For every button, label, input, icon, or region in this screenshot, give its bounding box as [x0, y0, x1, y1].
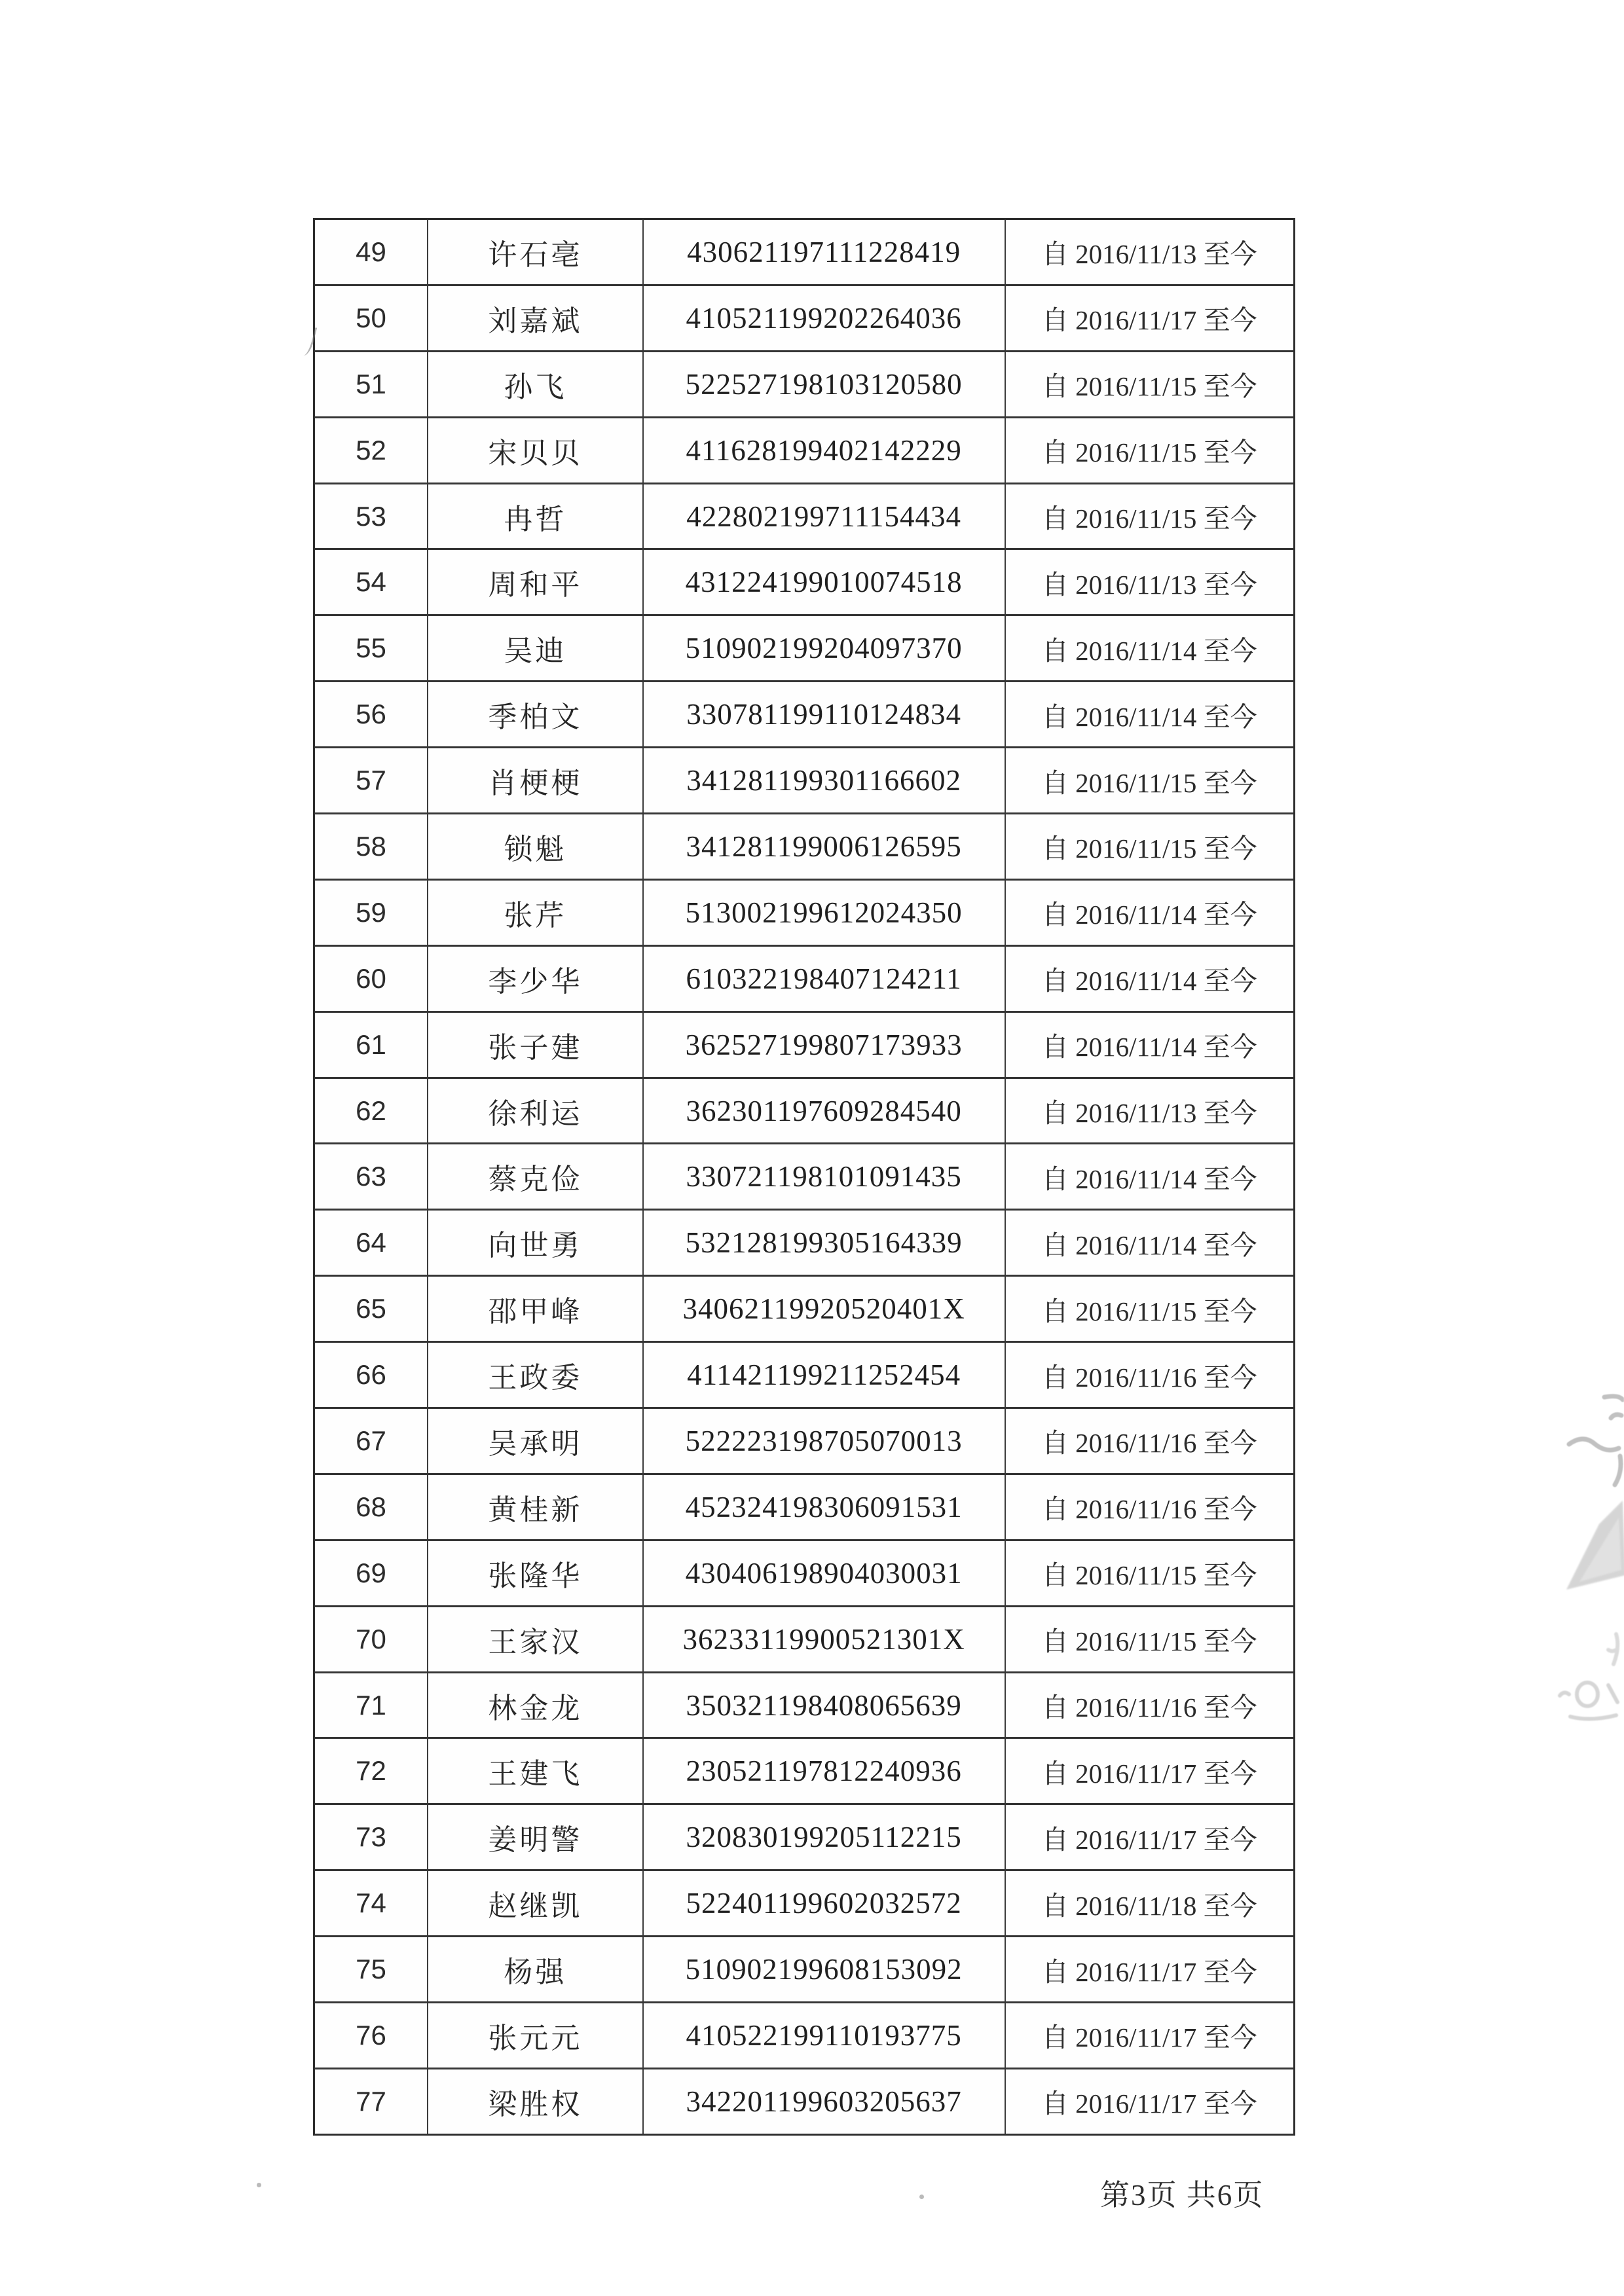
- table-row: [315, 2068, 1293, 2134]
- row-number-cell: 75: [356, 1954, 386, 1985]
- personnel-roster-table: [313, 218, 1295, 2136]
- row-number-cell: 49: [356, 236, 386, 267]
- name-cell: 徐利运: [427, 1079, 642, 1143]
- row-number-cell: 58: [356, 830, 386, 862]
- name-cell: 刘嘉斌: [427, 286, 642, 350]
- id-number-cell: 510902199608153092: [642, 1937, 1005, 2001]
- id-number-cell: 411421199211252454: [642, 1343, 1005, 1407]
- name-cell: 姜明警: [427, 1805, 642, 1869]
- name-cell: 邵甲峰: [427, 1277, 642, 1341]
- name-cell: 吴迪: [427, 616, 642, 680]
- row-number-cell: 65: [356, 1293, 386, 1324]
- name-cell: 杨强: [427, 1937, 642, 2001]
- name-cell: 黄桂新: [427, 1475, 642, 1539]
- period-cell: 自 2016/11/14 至今: [1005, 947, 1293, 1011]
- id-number-cell: 362301197609284540: [642, 1079, 1005, 1143]
- name-cell: 王建飞: [427, 1739, 642, 1803]
- name-cell: 肖梗梗: [427, 748, 642, 812]
- name-cell: 林金龙: [427, 1673, 642, 1738]
- period-cell: 自 2016/11/13 至今: [1005, 220, 1293, 284]
- name-cell: 宋贝贝: [427, 418, 642, 483]
- table-row: [315, 1142, 1293, 1209]
- period-cell: 自 2016/11/14 至今: [1005, 1211, 1293, 1275]
- id-number-cell: 452324198306091531: [642, 1475, 1005, 1539]
- row-number-cell: 77: [356, 2085, 386, 2117]
- name-cell: 赵继凯: [427, 1871, 642, 1935]
- period-cell: 自 2016/11/14 至今: [1005, 1144, 1293, 1209]
- id-number-cell: 430621197111228419: [642, 220, 1005, 284]
- name-cell: 张子建: [427, 1013, 642, 1077]
- period-cell: 自 2016/11/16 至今: [1005, 1673, 1293, 1738]
- scan-speck: [257, 2183, 261, 2187]
- table-row: [315, 1671, 1293, 1738]
- id-number-cell: 230521197812240936: [642, 1739, 1005, 1803]
- id-number-cell: 510902199204097370: [642, 616, 1005, 680]
- table-row: [315, 1803, 1293, 1869]
- row-number-cell: 72: [356, 1755, 386, 1787]
- period-cell: 自 2016/11/15 至今: [1005, 352, 1293, 416]
- row-number-cell: 74: [356, 1887, 386, 1919]
- row-number-cell: 62: [356, 1095, 386, 1126]
- id-number-cell: 522223198705070013: [642, 1409, 1005, 1473]
- row-number-cell: 63: [356, 1161, 386, 1192]
- table-row: [315, 746, 1293, 812]
- id-number-cell: 610322198407124211: [642, 947, 1005, 1011]
- period-cell: 自 2016/11/15 至今: [1005, 418, 1293, 483]
- row-number-cell: 50: [356, 302, 386, 333]
- period-cell: 自 2016/11/15 至今: [1005, 1277, 1293, 1341]
- row-number-cell: 69: [356, 1557, 386, 1588]
- id-number-cell: 410521199202264036: [642, 286, 1005, 350]
- row-number-cell: 51: [356, 368, 386, 399]
- row-number-cell: 71: [356, 1689, 386, 1721]
- row-number-cell: 56: [356, 699, 386, 730]
- id-number-cell: 350321198408065639: [642, 1673, 1005, 1738]
- table-row: [315, 1407, 1293, 1473]
- id-number-cell: 430406198904030031: [642, 1541, 1005, 1605]
- id-number-cell: 411628199402142229: [642, 418, 1005, 483]
- table-row: [315, 1077, 1293, 1143]
- period-cell: 自 2016/11/15 至今: [1005, 484, 1293, 549]
- period-cell: 自 2016/11/15 至今: [1005, 814, 1293, 879]
- table-row: [315, 1539, 1293, 1605]
- row-number-cell: 55: [356, 632, 386, 664]
- id-number-cell: 342201199603205637: [642, 2069, 1005, 2134]
- id-number-cell: 532128199305164339: [642, 1211, 1005, 1275]
- name-cell: 孙飞: [427, 352, 642, 416]
- table-row: [315, 1011, 1293, 1077]
- period-cell: 自 2016/11/17 至今: [1005, 1937, 1293, 2001]
- row-number-cell: 64: [356, 1227, 386, 1258]
- id-number-cell: 522401199602032572: [642, 1871, 1005, 1935]
- id-number-cell: 341281199006126595: [642, 814, 1005, 879]
- name-cell: 蔡克俭: [427, 1144, 642, 1209]
- page-footer: 第3页 共6页: [1100, 2179, 1264, 2212]
- table-row: [315, 614, 1293, 680]
- table-row: [315, 548, 1293, 614]
- row-number-cell: 57: [356, 765, 386, 796]
- name-cell: 张隆华: [427, 1541, 642, 1605]
- id-number-cell: 34062119920520401X: [642, 1277, 1005, 1341]
- table-row: [315, 680, 1293, 746]
- period-cell: 自 2016/11/14 至今: [1005, 682, 1293, 746]
- table-row: [315, 220, 1293, 284]
- table-row: [315, 1605, 1293, 1671]
- row-number-cell: 70: [356, 1623, 386, 1654]
- period-cell: 自 2016/11/16 至今: [1005, 1475, 1293, 1539]
- row-number-cell: 54: [356, 566, 386, 598]
- id-number-cell: 513002199612024350: [642, 881, 1005, 945]
- name-cell: 张芹: [427, 881, 642, 945]
- period-cell: 自 2016/11/17 至今: [1005, 1739, 1293, 1803]
- scan-artifact-smudge: [1560, 1498, 1624, 1596]
- period-cell: 自 2016/11/13 至今: [1005, 1079, 1293, 1143]
- table-row: [315, 483, 1293, 549]
- id-number-cell: 362527199807173933: [642, 1013, 1005, 1077]
- period-cell: 自 2016/11/14 至今: [1005, 616, 1293, 680]
- name-cell: 锁魁: [427, 814, 642, 879]
- row-number-cell: 68: [356, 1491, 386, 1522]
- table-row: [315, 1275, 1293, 1341]
- scan-artifact-mark-bottom: [1553, 1676, 1624, 1728]
- row-number-cell: 66: [356, 1359, 386, 1391]
- period-cell: 自 2016/11/16 至今: [1005, 1343, 1293, 1407]
- table-row: [315, 2001, 1293, 2068]
- table-row: [315, 1473, 1293, 1539]
- row-number-cell: 67: [356, 1425, 386, 1456]
- name-cell: 许石亳: [427, 220, 642, 284]
- scan-artifact-mark: [1570, 1630, 1623, 1669]
- name-cell: 李少华: [427, 947, 642, 1011]
- row-number-cell: 59: [356, 896, 386, 928]
- name-cell: 王家汉: [427, 1607, 642, 1671]
- scan-artifact-squiggle: [1564, 1393, 1624, 1511]
- period-cell: 自 2016/11/17 至今: [1005, 2069, 1293, 2134]
- id-number-cell: 320830199205112215: [642, 1805, 1005, 1869]
- id-number-cell: 422802199711154434: [642, 484, 1005, 549]
- row-number-cell: 76: [356, 2019, 386, 2050]
- period-cell: 自 2016/11/13 至今: [1005, 550, 1293, 614]
- name-cell: 吴承明: [427, 1409, 642, 1473]
- table-row: [315, 284, 1293, 350]
- table-row: [315, 1209, 1293, 1275]
- period-cell: 自 2016/11/18 至今: [1005, 1871, 1293, 1935]
- scan-speck: [919, 2195, 924, 2199]
- table-row: [315, 416, 1293, 483]
- period-cell: 自 2016/11/17 至今: [1005, 286, 1293, 350]
- period-cell: 自 2016/11/14 至今: [1005, 1013, 1293, 1077]
- id-number-cell: 36233119900521301X: [642, 1607, 1005, 1671]
- id-number-cell: 330721198101091435: [642, 1144, 1005, 1209]
- row-number-cell: 52: [356, 434, 386, 465]
- id-number-cell: 431224199010074518: [642, 550, 1005, 614]
- name-cell: 梁胜权: [427, 2069, 642, 2134]
- table-row: [315, 812, 1293, 879]
- table-row: [315, 350, 1293, 416]
- period-cell: 自 2016/11/15 至今: [1005, 748, 1293, 812]
- row-number-cell: 60: [356, 962, 386, 994]
- period-cell: 自 2016/11/17 至今: [1005, 2003, 1293, 2068]
- id-number-cell: 341281199301166602: [642, 748, 1005, 812]
- period-cell: 自 2016/11/14 至今: [1005, 881, 1293, 945]
- name-cell: 张元元: [427, 2003, 642, 2068]
- id-number-cell: 410522199110193775: [642, 2003, 1005, 2068]
- name-cell: 向世勇: [427, 1211, 642, 1275]
- period-cell: 自 2016/11/17 至今: [1005, 1805, 1293, 1869]
- table-row: [315, 1341, 1293, 1407]
- table-row: [315, 1737, 1293, 1803]
- period-cell: 自 2016/11/15 至今: [1005, 1607, 1293, 1671]
- row-number-cell: 73: [356, 1821, 386, 1853]
- table-row: [315, 1869, 1293, 1935]
- period-cell: 自 2016/11/16 至今: [1005, 1409, 1293, 1473]
- name-cell: 周和平: [427, 550, 642, 614]
- name-cell: 季柏文: [427, 682, 642, 746]
- table-row: [315, 945, 1293, 1011]
- id-number-cell: 522527198103120580: [642, 352, 1005, 416]
- table-row: [315, 1935, 1293, 2001]
- table-row: [315, 879, 1293, 945]
- period-cell: 自 2016/11/15 至今: [1005, 1541, 1293, 1605]
- name-cell: 冉哲: [427, 484, 642, 549]
- row-number-cell: 53: [356, 500, 386, 532]
- id-number-cell: 330781199110124834: [642, 682, 1005, 746]
- name-cell: 王政委: [427, 1343, 642, 1407]
- row-number-cell: 61: [356, 1029, 386, 1060]
